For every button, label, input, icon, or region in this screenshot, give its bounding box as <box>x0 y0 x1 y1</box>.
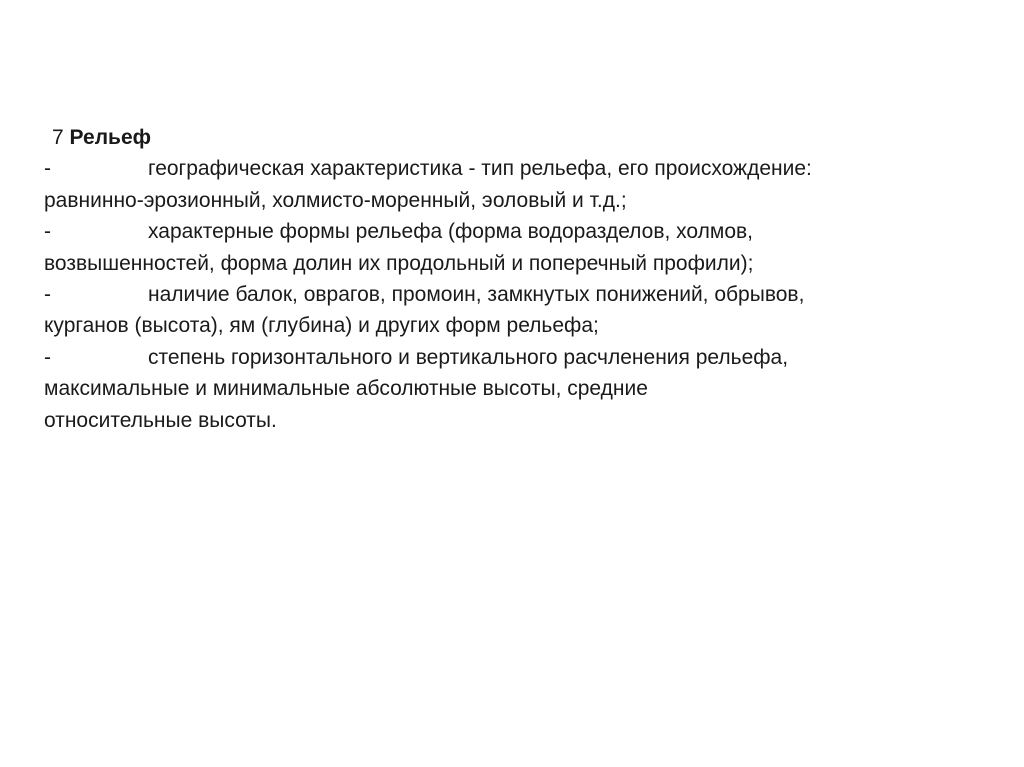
list-marker: - <box>44 283 51 307</box>
slide-text-block <box>44 122 984 436</box>
list-marker: - <box>44 345 51 369</box>
section-heading <box>44 122 984 153</box>
list-item-text: степень горизонтального и вертикального расчленения рельефа, <box>148 345 789 369</box>
list-item-text: наличие балок, оврагов, промоин, замкнутых понижений, обрывов, <box>148 283 805 307</box>
section-number: 7 <box>52 126 64 149</box>
list-item-continuation: курганов (высота), ям (глубина) и других форм рельефа; <box>44 314 599 338</box>
list-item <box>44 279 984 342</box>
list-item <box>44 342 984 436</box>
list-item-continuation: относительные высоты. <box>44 408 277 432</box>
section-title: Рельеф <box>69 126 151 149</box>
list-marker: - <box>44 157 51 181</box>
list-item-text: географическая характеристика - тип рельефа, его происхождение: <box>148 157 812 181</box>
list-item <box>44 153 984 216</box>
list-marker: - <box>44 220 51 244</box>
list-item-text: характерные формы рельефа (форма водоразделов, холмов, <box>148 220 754 244</box>
list-item <box>44 216 984 279</box>
list-item-continuation: равнинно-эрозионный, холмисто-моренный, эоловый и т.д.; <box>44 188 627 212</box>
list-item-continuation: максимальные и минимальные абсолютные высоты, средние <box>44 377 648 401</box>
list-item-continuation: возвышенностей, форма долин их продольный и поперечный профили); <box>44 251 754 275</box>
